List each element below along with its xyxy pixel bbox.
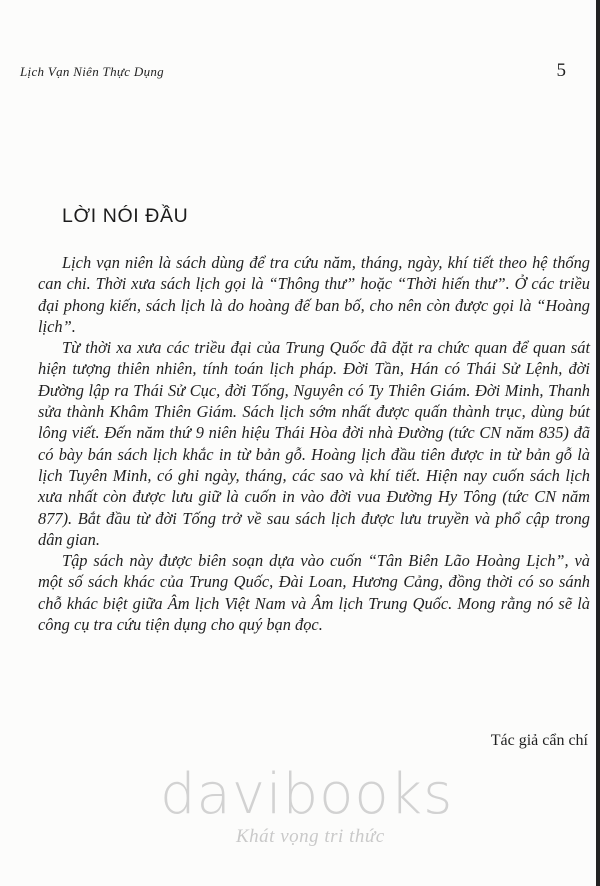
paragraph-2: Từ thời xa xưa các triều đại của Trung Quốc đã đặt ra chức quan để quan sát hiện tượng thiên nhiên, tính toán lịch pháp. Đời Tần, Hán có Thái Sử Lệnh, đời Đường lập ra Thái Sử Cục, đời Tống, Nguyên có Ty Thiên Giám. Đời Minh, Thanh sửa thành Khâm Thiên Giám. Sách lịch sớm nhất được quấn thành trục, dùng bút lông viết. Đến năm thứ 9 niên hiệu Thái Hòa đời nhà Đường (tức CN năm 835) đã có bày bán sách lịch khắc in từ bản gỗ. Hoàng lịch đầu tiên được in từ bản gỗ là lịch Tuyên Minh, có ghi ngày, tháng, các sao và khí tiết. Hiện nay cuốn sách lịch xưa nhất còn được lưu giữ là cuốn in vào đời vua Đường Hy Tông (tức CN năm 877). Bắt đầu từ đời Tống trở về sau sách lịch được lưu truyền và phổ cập trong dân gian. <box>38 338 590 549</box>
paragraph-1: Lịch vạn niên là sách dùng để tra cứu năm, tháng, ngày, khí tiết theo hệ thống can chi. Thời xưa sách lịch gọi là “Thông thư” hoặc “Thời hiến thư”. Ở các triều đại phong kiến, sách lịch là do hoàng đế ban bố, cho nên còn được gọi là “Hoàng lịch”. <box>38 253 590 336</box>
watermark-brand: davibooks <box>160 762 454 827</box>
watermark-tagline: Khát vọng tri thức <box>236 826 385 847</box>
watermark <box>160 762 454 862</box>
paragraph-3: Tập sách này được biên soạn dựa vào cuốn “Tân Biên Lão Hoàng Lịch”, và một số sách khác của Trung Quốc, Đài Loan, Hương Cảng, đồng thời có so sánh chỗ khác biệt giữa Âm lịch Việt Nam và Âm lịch Trung Quốc. Mong rằng nó sẽ là công cụ tra cứu tiện dụng cho quý bạn đọc. <box>38 551 590 635</box>
page-edge <box>596 0 600 886</box>
page-number: 5 <box>556 60 566 81</box>
section-heading: LỜI NÓI ĐẦU <box>62 205 189 227</box>
author-signature: Tác giả cẩn chí <box>490 732 588 749</box>
body-text <box>38 252 590 635</box>
running-header-title: Lịch Vạn Niên Thực Dụng <box>20 64 164 79</box>
